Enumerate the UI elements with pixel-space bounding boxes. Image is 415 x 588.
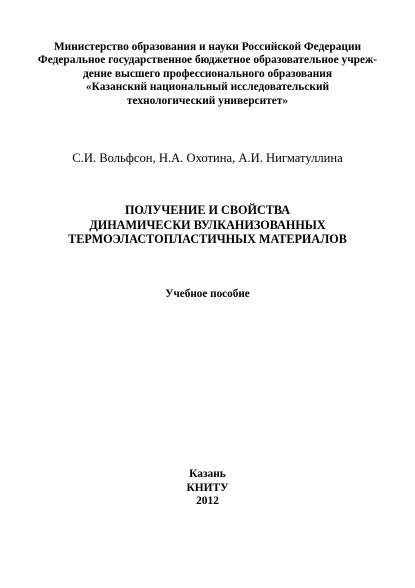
- book-title-line: ПОЛУЧЕНИЕ И СВОЙСТВА: [124, 203, 291, 217]
- institution-header: [0, 41, 415, 108]
- imprint-publisher: КНИТУ: [186, 481, 229, 494]
- authors: С.И. Вольфсон, Н.А. Охотина, А.И. Нигматуллина: [72, 151, 343, 165]
- imprint-city: Казань: [189, 468, 226, 480]
- imprint: [0, 468, 415, 509]
- institution-line: дение высшего профессионального образования: [82, 67, 333, 80]
- institution-line: технологический университет»: [126, 94, 289, 107]
- institution-line: «Казанский национальный исследовательский: [85, 81, 330, 94]
- institution-line: Министерство образования и науки Российской Федерации: [53, 41, 362, 53]
- institution-line: Федеральное государственное бюджетное образовательное учреж-: [37, 54, 378, 67]
- book-title-line: ТЕРМОЭЛАСТОПЛАСТИЧНЫХ МАТЕРИАЛОВ: [68, 232, 347, 247]
- book-title-line: ДИНАМИЧЕСКИ ВУЛКАНИЗОВАННЫХ: [89, 217, 326, 232]
- document-type: Учебное пособие: [165, 288, 250, 300]
- book-title: [0, 203, 415, 247]
- imprint-year: 2012: [196, 495, 219, 508]
